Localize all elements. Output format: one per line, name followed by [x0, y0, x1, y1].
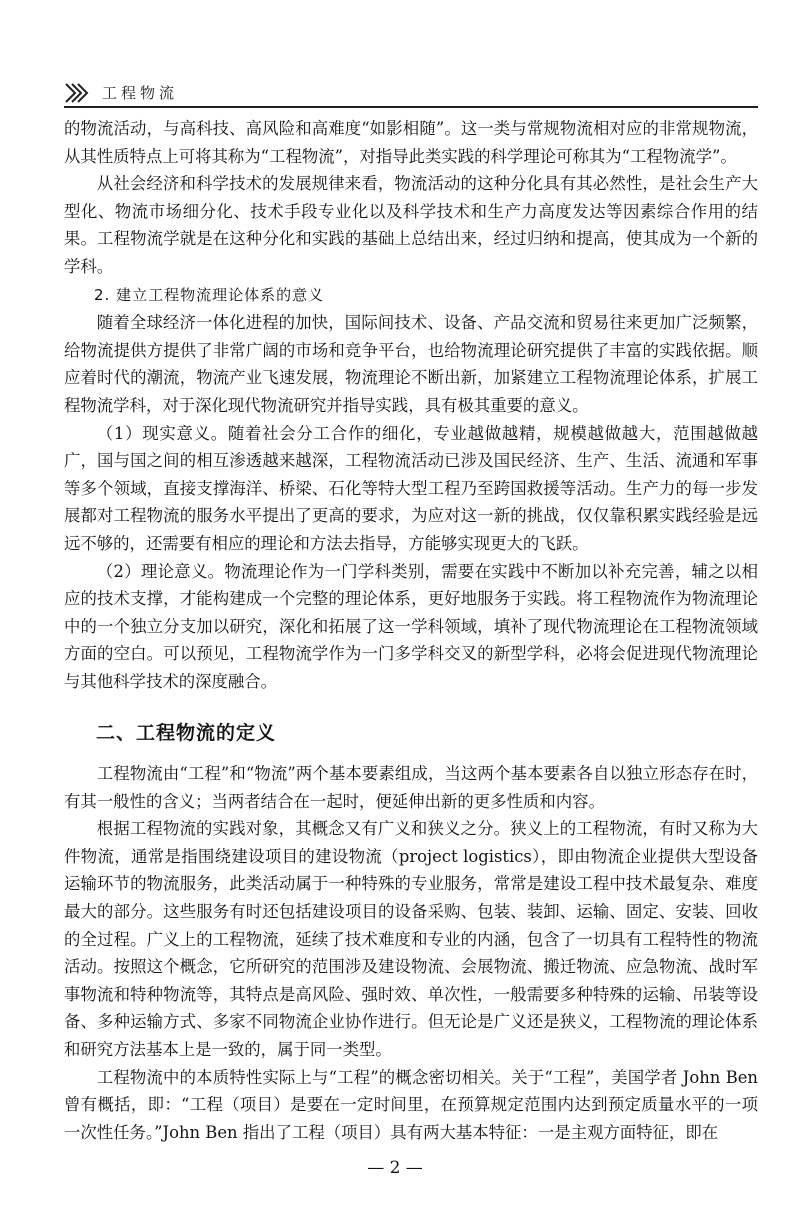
section-2-body [64, 760, 758, 1146]
paragraph: 从社会经济和科学技术的发展规律来看，物流活动的这种分化具有其必然性，是社会生产大型化、物流市场细分化、技术手段专业化以及科学技术和生产力高度发达等因素综合作用的结果。工程物流学就是在这种分化和实践的基础上总结出来，经过归纳和提高，使其成为一个新的学科。 [64, 174, 758, 276]
section-heading: 二、工程物流的定义 [96, 722, 277, 744]
double-chevron-icon [64, 82, 90, 104]
header-title: 工程物流 [102, 84, 179, 102]
header-rule [64, 106, 758, 108]
paragraph: （1）现实意义。随着社会分工合作的细化，专业越做越精，规模越做越大，范围越做越广，国与国之间的相互渗透越来越深，工程物流活动已涉及国民经济、生产、生活、流通和军事等多个领域，直接支撑海洋、桥梁、石化等特大型工程乃至跨国救援等活动。生产力的每一步发展都对工程物流的服务水平提出了更高的要求，为应对这一新的挑战，仅仅靠积累实践经验是远远不够的，还需要有相应的理论和方法去指导，方能够实现更大的飞跃。 [64, 423, 758, 553]
paragraph: 工程物流由“工程”和“物流”两个基本要素组成，当这两个基本要素各自以独立形态存在时，有其一般性的含义；当两者结合在一起时，便延伸出新的更多性质和内容。 [64, 764, 758, 811]
paragraph: 的物流活动，与高科技、高风险和高难度“如影相随”。这一类与常规物流相对应的非常规物流，从其性质特点上可将其称为“工程物流”，对指导此类实践的科学理论可称其为“工程物流学”。 [64, 119, 758, 166]
page-number: — 2 — [367, 1158, 423, 1178]
paragraph: 随着全球经济一体化进程的加快，国际间技术、设备、产品交流和贸易往来更加广泛频繁，给物流提供方提供了非常广阔的市场和竞争平台，也给物流理论研究提供了丰富的实践依据。顺应着时代的潮流，物流产业飞速发展，物流理论不断出新，加紧建立工程物流理论体系，扩展工程物流学科，对于深化现代物流研究并指导实践，具有极其重要的意义。 [64, 313, 758, 415]
section-1-body [64, 115, 758, 695]
paragraph: 工程物流中的本质特性实际上与“工程”的概念密切相关。关于“工程”，美国学者 John Ben 曾有概括，即：“工程（项目）是要在一定时间里，在预算规定范围内达到预定质量水平的一项一次性任务。”John Ben 指出了工程（项目）具有两大基本特征：一是主观方面特征，即在 [64, 1067, 758, 1142]
paragraph: （2）理论意义。物流理论作为一门学科类别，需要在实践中不断加以补充完善，辅之以相应的技术支撑，才能构建成一个完整的理论体系，更好地服务于实践。将工程物流作为物流理论中的一个独立分支加以研究，深化和拓展了这一学科领域，填补了现代物流理论在工程物流领域方面的空白。可以预见，工程物流学作为一门多学科交叉的新型学科，必将会促进现代物流理论与其他科学技术的深度融合。 [64, 561, 758, 691]
running-header [64, 80, 758, 108]
subheading: 2. 建立工程物流理论体系的意义 [94, 285, 325, 304]
paragraph: 根据工程物流的实践对象，其概念又有广义和狭义之分。狭义上的工程物流，有时又称为大件物流，通常是指围绕建设项目的建设物流（project logistics），即由物流企业提供大型设备运输环节的物流服务，此类活动属于一种特殊的专业服务，常常是建设工程中技术最复杂、难度最大的部分。这些服务有时还包括建设项目的设备采购、包装、装卸、运输、固定、安装、回收的全过程。广义上的工程物流，延续了技术难度和专业的内涵，包含了一切具有工程特性的物流活动。按照这个概念，它所研究的范围涉及建设物流、会展物流、搬迁物流、应急物流、战时军事物流和特种物流等，其特点是高风险、强时效、单次性，一般需要多种特殊的运输、吊装等设备、多种运输方式、多家不同物流企业协作进行。但无论是广义还是狭义，工程物流的理论体系和研究方法基本上是一致的，属于同一类型。 [64, 819, 758, 1059]
